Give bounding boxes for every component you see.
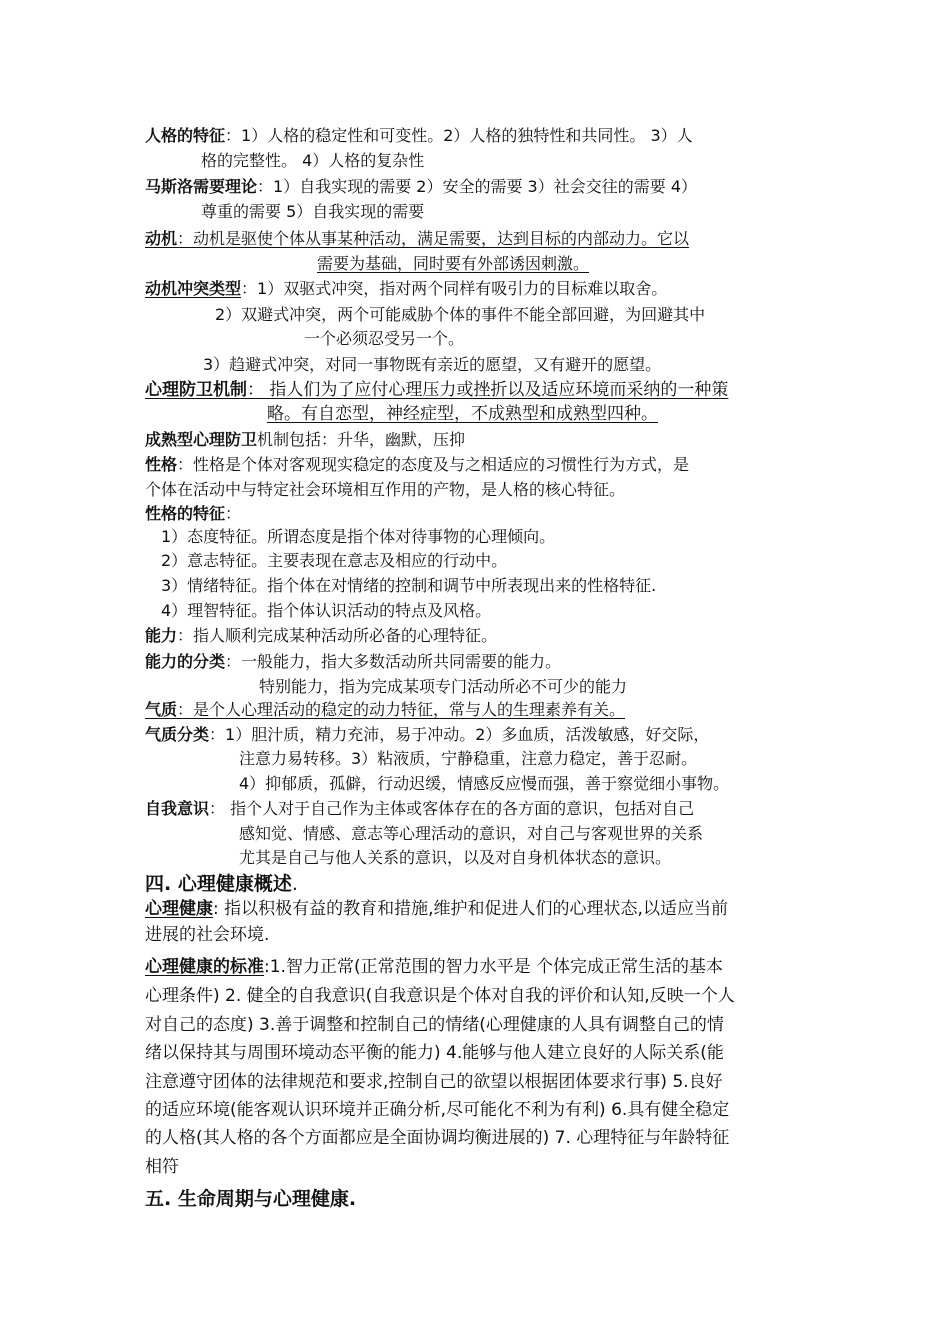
temperament-types-text: ：1）胆汁质，精力充沛，易于冲动。2）多血质，活泼敏感，好交际，: [209, 725, 710, 744]
mature-defense-label: 成熟型心理防卫: [145, 430, 258, 449]
maslow-label: 马斯洛需要理论: [145, 177, 258, 196]
character-traits-colon: ：: [225, 504, 242, 523]
section-4-dot: .: [291, 873, 298, 895]
health-standards-line3: 对自己的态度) 3.善于调整和控制自己的情绪(心理健康的人具有调整自己的情: [145, 1015, 724, 1035]
personality-traits-line1: [145, 125, 693, 147]
ability-types-line1: [145, 651, 561, 673]
ability-text: ：指人顺利完成某种活动所必备的心理特征。: [177, 626, 498, 645]
temperament-types-label: 气质分类: [145, 725, 210, 744]
ability-label: 能力: [145, 626, 178, 645]
health-standards-line5: 注意遵守团体的法律规范和要求,控制自己的欲望以根据团体要求行事) 5.良好: [145, 1072, 723, 1092]
character-trait-item: 4）理智特征。指个体认识活动的特点及风格。: [161, 601, 492, 620]
self-awareness-text: ： 指个人对于自己作为主体或客体存在的各方面的意识，包括对自己: [209, 799, 695, 818]
health-standards-label: 心理健康的标准: [145, 957, 264, 977]
character-text: ：性格是个体对客观现实稳定的态度及与之相适应的习惯性行为方式，是: [177, 455, 690, 474]
defense-mechanism-label: 心理防卫机制: [145, 380, 247, 400]
motivation-line1: [145, 228, 689, 250]
motive-conflict-line1: [145, 278, 667, 300]
personality-traits-text: ：1）人格的稳定性和可变性。2）人格的独特性和共同性。 3）人: [225, 126, 693, 145]
health-standards-line8: 相符: [145, 1157, 179, 1177]
mental-health-line1: [145, 897, 728, 921]
character-traits-heading: [145, 503, 241, 525]
self-awareness-line3: 尤其是自己与他人关系的意识，以及对自身机体状态的意识。: [239, 848, 672, 867]
personality-traits-label: 人格的特征: [145, 126, 226, 145]
motive-conflict-line4: 3）趋避式冲突，对同一事物既有亲近的愿望，又有避开的愿望。: [203, 355, 662, 374]
character-line1: [145, 454, 689, 476]
motive-conflict-label: 动机冲突类型: [145, 279, 242, 298]
mature-defense-text: 机制包括：升华，幽默，压抑: [257, 430, 466, 449]
section-5-heading: 五. 生命周期与心理健康.: [145, 1188, 357, 1210]
temperament-line: [145, 699, 625, 721]
character-traits-label: 性格的特征: [145, 504, 226, 523]
character-trait-item: 2）意志特征。主要表现在意志及相应的行动中。: [161, 551, 508, 570]
motive-conflict-text: ：1）双驱式冲突，指对两个同样有吸引力的目标难以取舍。: [241, 279, 668, 298]
section-4-heading: [145, 871, 298, 897]
temperament-types-line2: 注意力易转移。3）粘液质，宁静稳重，注意力稳定，善于忍耐。: [239, 749, 698, 768]
temperament-text: ：是个人心理活动的稳定的动力特征，常与人的生理素养有关。: [177, 700, 626, 719]
character-trait-item: 1）态度特征。所谓态度是指个体对待事物的心理倾向。: [161, 527, 556, 546]
health-standards-line2: 心理条件) 2. 健全的自我意识(自我意识是个体对自我的评价和认知,反映一个人: [145, 986, 735, 1006]
defense-mechanism-text: ： 指人们为了应付心理压力或挫折以及适应环境而采纳的一种策: [247, 380, 729, 400]
motivation-text: ：动机是驱使个体从事某种活动，满足需要，达到目标的内部动力。它以: [177, 229, 690, 248]
mental-health-text: : 指以积极有益的教育和措施,维护和促进人们的心理状态,以适应当前: [213, 899, 728, 919]
health-standards-text: :1.智力正常(正常范围的智力水平是 个体完成正常生活的基本: [264, 957, 723, 977]
temperament-label: 气质: [145, 700, 178, 719]
defense-mechanism-line1: [145, 378, 728, 402]
mental-health-label: 心理健康: [145, 899, 213, 919]
motivation-line2: 需要为基础，同时要有外部诱因刺激。: [317, 254, 590, 273]
temperament-types-line1: [145, 724, 709, 746]
maslow-text: ：1）自我实现的需要 2）安全的需要 3）社会交往的需要 4）: [257, 177, 697, 196]
motivation-label: 动机: [145, 229, 178, 248]
health-standards-line4: 绪以保持其与周围环境动态平衡的能力) 4.能够与他人建立良好的人际关系(能: [145, 1043, 724, 1063]
motive-conflict-line2: 2）双避式冲突，两个可能威胁个体的事件不能全部回避，为回避其中: [215, 305, 706, 324]
mental-health-line2: 进展的社会环境.: [145, 925, 270, 945]
self-awareness-line2: 感知觉、情感、意志等心理活动的意识，对自己与客观世界的关系: [239, 824, 704, 843]
ability-types-line2: 特别能力，指为完成某项专门活动所必不可少的能力: [259, 677, 628, 696]
section-4-title: 四. 心理健康概述: [145, 873, 292, 895]
ability-types-text: ：一般能力，指大多数活动所共同需要的能力。: [225, 652, 562, 671]
health-standards-line7: 的人格(其人格的各个方面都应是全面协调均衡进展的) 7. 心理特征与年龄特征: [145, 1128, 730, 1148]
personality-traits-line2: 格的完整性。 4）人格的复杂性: [201, 151, 425, 170]
maslow-line2: 尊重的需要 5）自我实现的需要: [201, 202, 425, 221]
self-awareness-label: 自我意识: [145, 799, 210, 818]
motive-conflict-line3: 一个必须忍受另一个。: [304, 329, 465, 348]
ability-line: [145, 625, 497, 647]
defense-mechanism-line2: 略。有自恋型，神经症型，不成熟型和成熟型四种。: [267, 404, 658, 424]
ability-types-label: 能力的分类: [145, 652, 226, 671]
character-label: 性格: [145, 455, 178, 474]
maslow-line1: [145, 176, 697, 198]
self-awareness-line1: [145, 798, 694, 820]
character-line2: 个体在活动中与特定社会环境相互作用的产物，是人格的核心特征。: [145, 480, 626, 499]
temperament-types-line3: 4）抑郁质，孤僻，行动迟缓，情感反应慢而强，善于察觉细小事物。: [239, 774, 730, 793]
health-standards-line1: [145, 955, 723, 979]
character-trait-item: 3）情绪特征。指个体在对情绪的控制和调节中所表现出来的性格特征.: [161, 576, 657, 595]
health-standards-line6: 的适应环境(能客观认识环境并正确分析,尽可能化不利为有利) 6.具有健全稳定: [145, 1100, 730, 1120]
mature-defense-line: [145, 429, 465, 451]
